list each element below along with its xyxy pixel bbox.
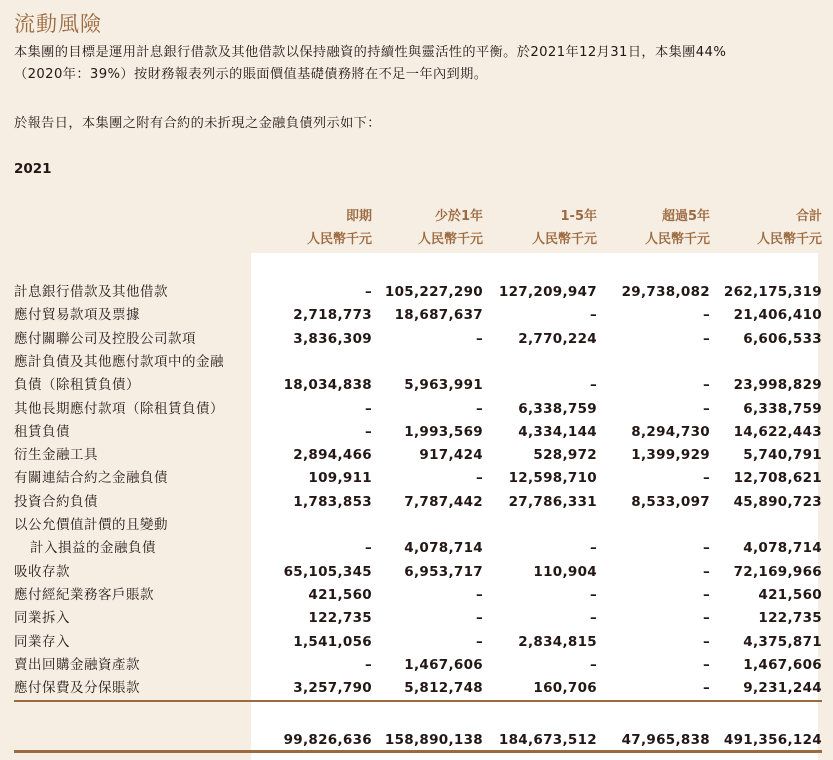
value-cell: – <box>475 400 483 417</box>
row-label: 賣出回購金融資產款 <box>14 656 140 673</box>
value-cell: – <box>702 633 710 650</box>
value-cell: 1,467,606 <box>743 656 822 673</box>
value-cell: 4,078,714 <box>743 540 822 557</box>
value-cell: – <box>702 330 710 347</box>
row-label: 以公允價值計價的且變動 <box>14 517 168 533</box>
intro-paragraph-line-1: 本集團的目標是運用計息銀行借款及其他借款以保持融資的持續性與靈活性的平衡。於2021年12月31日，本集團44% <box>14 45 727 60</box>
value-cell: 1,399,929 <box>631 447 710 464</box>
table-row <box>14 281 822 304</box>
value-cell: 2,834,815 <box>518 633 597 650</box>
value-cell: 122,735 <box>308 610 372 627</box>
value-cell: 21,406,410 <box>733 307 822 324</box>
table-row <box>14 561 822 584</box>
value-cell: – <box>702 470 710 487</box>
value-cell: 8,294,730 <box>631 423 710 440</box>
table-row <box>14 491 822 514</box>
value-cell: – <box>702 377 710 394</box>
row-label: 同業拆入 <box>14 610 70 627</box>
value-cell: 1,541,056 <box>293 633 372 650</box>
row-label: 計入損益的金融負債 <box>30 540 156 557</box>
value-cell: 8,533,097 <box>631 493 710 510</box>
value-cell: 9,231,244 <box>743 680 822 697</box>
total-bottom-rule <box>14 750 822 753</box>
value-cell: – <box>364 400 372 417</box>
value-cell: 262,175,319 <box>723 284 822 300</box>
table-row <box>14 607 822 630</box>
value-cell: – <box>589 610 597 627</box>
value-cell: 4,334,144 <box>518 423 597 440</box>
value-cell: 421,560 <box>308 586 372 603</box>
value-cell: – <box>589 377 597 394</box>
table-row <box>14 654 822 677</box>
total-cell: 491,356,124 <box>723 732 822 748</box>
value-cell: 27,786,331 <box>508 493 597 510</box>
row-label: 應計負債及其他應付款項中的金融 <box>14 353 224 370</box>
row-label: 吸收存款 <box>14 563 70 580</box>
value-cell: 917,424 <box>419 447 483 464</box>
value-cell: 6,953,717 <box>404 563 483 580</box>
value-cell: – <box>589 656 597 673</box>
row-label: 租賃負債 <box>14 423 70 440</box>
value-cell: 6,606,533 <box>743 330 822 347</box>
value-cell: – <box>702 680 710 697</box>
value-cell: 1,783,853 <box>293 493 372 510</box>
row-label: 衍生金融工具 <box>14 447 98 464</box>
table-row <box>14 328 822 351</box>
table-row <box>14 537 822 560</box>
value-cell: 3,257,790 <box>293 680 372 697</box>
column-unit: 人民幣千元 <box>417 232 483 247</box>
value-cell: 45,890,723 <box>733 493 822 510</box>
column-header: 即期 <box>345 209 372 224</box>
row-label: 應付經紀業務客戶賬款 <box>14 586 154 603</box>
value-cell: 1,467,606 <box>404 656 483 673</box>
value-cell: 6,338,759 <box>518 400 597 417</box>
column-header: 合計 <box>795 209 822 224</box>
row-label: 負債（除租賃負債） <box>14 377 140 394</box>
value-cell: 5,812,748 <box>404 680 483 697</box>
value-cell: – <box>702 307 710 324</box>
value-cell: 127,209,947 <box>498 284 597 300</box>
value-cell: – <box>475 470 483 487</box>
value-cell: 7,787,442 <box>404 493 483 510</box>
table-row <box>14 421 822 444</box>
total-cell: 158,890,138 <box>384 732 483 748</box>
value-cell: – <box>475 330 483 347</box>
column-header: 超過5年 <box>661 209 710 224</box>
value-cell: 122,735 <box>758 610 822 627</box>
value-cell: – <box>589 586 597 603</box>
value-cell: 110,904 <box>533 563 597 580</box>
value-cell: 5,740,791 <box>743 447 822 464</box>
intro-paragraph-line-2: （2020年：39%）按財務報表列示的賬面價值基礎債務將在不足一年內到期。 <box>14 67 488 82</box>
value-cell: 160,706 <box>533 680 597 697</box>
value-cell: – <box>702 656 710 673</box>
value-cell: 12,598,710 <box>508 470 597 487</box>
value-cell: 18,034,838 <box>283 377 372 394</box>
value-cell: – <box>702 563 710 580</box>
value-cell: 528,972 <box>533 447 597 464</box>
table-row <box>14 351 822 374</box>
column-header: 1-5年 <box>560 209 597 224</box>
row-label: 同業存入 <box>14 633 70 650</box>
value-cell: – <box>589 540 597 557</box>
table-row <box>14 677 822 700</box>
table-row <box>14 304 822 327</box>
value-cell: 2,770,224 <box>518 330 597 347</box>
value-cell: – <box>589 307 597 324</box>
table-row <box>14 584 822 607</box>
value-cell: 105,227,290 <box>384 284 483 300</box>
value-cell: – <box>475 633 483 650</box>
table-row <box>14 631 822 654</box>
column-unit: 人民幣千元 <box>644 232 710 247</box>
year-heading: 2021 <box>14 161 52 177</box>
value-cell: 3,836,309 <box>293 330 372 347</box>
total-divider-line <box>14 700 822 702</box>
column-unit: 人民幣千元 <box>756 232 822 247</box>
total-row <box>14 729 822 752</box>
table-row <box>14 444 822 467</box>
value-cell: 72,169,966 <box>733 563 822 580</box>
value-cell: – <box>364 284 372 300</box>
column-unit: 人民幣千元 <box>531 232 597 247</box>
value-cell: – <box>702 400 710 417</box>
total-cell: 47,965,838 <box>621 732 710 748</box>
value-cell: 421,560 <box>758 586 822 603</box>
value-cell: 65,105,345 <box>283 563 372 580</box>
value-cell: – <box>702 610 710 627</box>
value-cell: 23,998,829 <box>733 377 822 394</box>
value-cell: – <box>475 610 483 627</box>
value-cell: 2,894,466 <box>293 447 372 464</box>
value-cell: – <box>364 656 372 673</box>
column-header: 少於1年 <box>434 209 483 224</box>
row-label: 計息銀行借款及其他借款 <box>14 284 168 300</box>
table-row <box>14 398 822 421</box>
value-cell: – <box>475 586 483 603</box>
total-cell: 184,673,512 <box>498 732 597 748</box>
value-cell: 1,993,569 <box>404 423 483 440</box>
value-cell: – <box>364 540 372 557</box>
row-label: 有關連結合約之金融負債 <box>14 470 168 487</box>
value-cell: 18,687,637 <box>394 307 483 324</box>
value-cell: – <box>702 586 710 603</box>
value-cell: 6,338,759 <box>743 400 822 417</box>
value-cell: – <box>364 423 372 440</box>
column-unit: 人民幣千元 <box>306 232 372 247</box>
value-cell: 29,738,082 <box>621 284 710 300</box>
value-cell: 12,708,621 <box>733 470 822 487</box>
row-label: 應付保費及分保賬款 <box>14 680 140 697</box>
table-row <box>14 374 822 397</box>
section-title: 流動風險 <box>14 12 102 36</box>
value-cell: 5,963,991 <box>404 377 483 394</box>
row-label: 其他長期應付款項（除租賃負債） <box>14 400 224 417</box>
value-cell: 2,718,773 <box>293 307 372 324</box>
row-label: 應付關聯公司及控股公司款項 <box>14 330 196 347</box>
table-row <box>14 514 822 537</box>
intro-paragraph-2: 於報告日，本集團之附有合約的未折現之金融負債列示如下： <box>14 116 381 131</box>
value-cell: 4,375,871 <box>743 633 822 650</box>
total-cell: 99,826,636 <box>283 732 372 748</box>
value-cell: 4,078,714 <box>404 540 483 557</box>
value-cell: 109,911 <box>308 470 372 487</box>
row-label: 投資合約負債 <box>14 493 98 510</box>
table-row <box>14 467 822 490</box>
value-cell: 14,622,443 <box>733 423 822 440</box>
row-label: 應付貿易款項及票據 <box>14 307 140 324</box>
value-cell: – <box>702 540 710 557</box>
